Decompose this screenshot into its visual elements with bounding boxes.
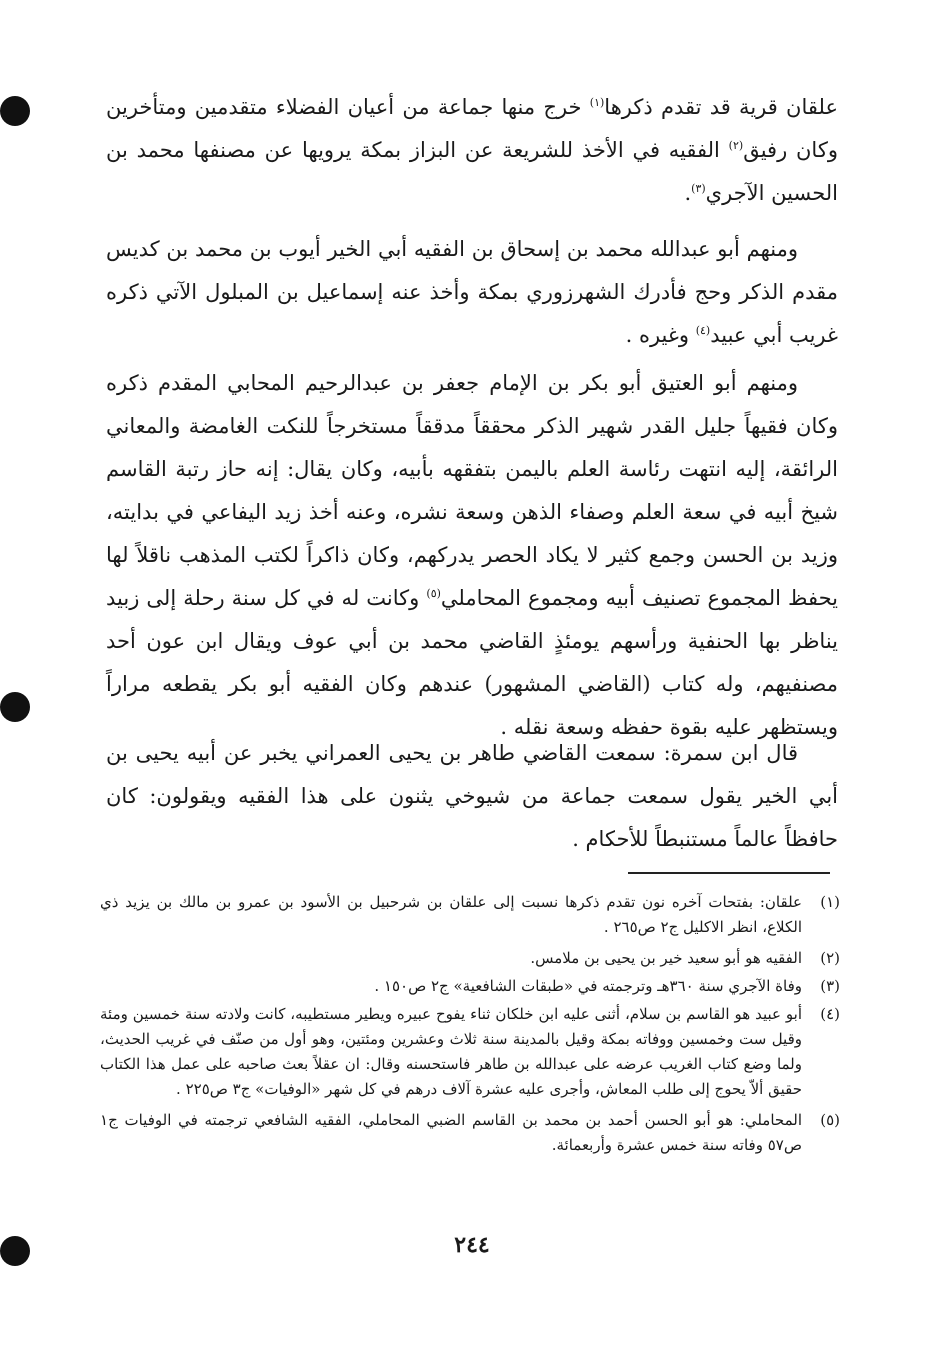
footnote-4 — [100, 1002, 840, 1102]
paragraph-text: الفقيه في الأخذ للشريعة عن البزاز بمكة يرويها عن مصنفها محمد بن الحسين الآجري — [106, 138, 838, 205]
footnote-text: علقان: بفتحات آخره نون تقدم ذكرها نسبت إلى علقان بن شرحبيل بن الأسود بن عمرو بن مالك بن يزيد ذي الكلاع، انظر الاكليل ج٢ ص٢٦٥ . — [100, 893, 802, 936]
footnote-5 — [100, 1108, 840, 1158]
paragraph-text: وكانت له في كل سنة رحلة إلى زبيد يناظر بها الحنفية ورأسهم يومئذٍ القاضي محمد بن أبي عوف ويقال ابن عون أحد مصنفيهم، وله كتاب (القاضي المشهور) عندهم وكان الفقيه أبو بكر يقطعه مراراً ويستظهر عليه بقوة حفظه وسعة نقله . — [106, 586, 838, 739]
footnote-separator — [628, 872, 830, 874]
paragraph-alqan — [106, 86, 838, 215]
page-number: ٢٤٤ — [454, 1232, 490, 1258]
footnote-text: المحاملي: هو أبو الحسن أحمد بن محمد بن القاسم الضبي المحاملي، الفقيه الشافعي ترجمته في الوفيات ج١ ص٥٧ وفاته سنة خمس عشرة وأربعمائة. — [100, 1111, 802, 1154]
binding-hole-top — [0, 96, 30, 126]
footnote-text: الفقيه هو أبو سعيد خير بن يحيى بن ملامس. — [530, 949, 802, 967]
footnote-number: (١) — [820, 893, 840, 911]
footnote-ref-5[interactable]: (٥) — [426, 587, 441, 600]
footnote-number: (٤) — [820, 1005, 840, 1023]
paragraph-abu-abdullah — [106, 228, 838, 357]
paragraph-text: خرج منها جماعة من أعيان الفضلاء متقدمين ومتأخرين وكان رفيق — [106, 95, 838, 162]
paragraph-text: قال ابن سمرة: سمعت القاضي طاهر بن يحيى العمراني يخبر عن أبيه يحيى بن أبي الخير يقول سمعت جماعة من شيوخي يثنون على هذا الفقيه ويقولون: كان حافظاً عالماً مستنبطاً للأحكام . — [106, 741, 838, 851]
footnote-ref-3[interactable]: (٣) — [691, 182, 706, 195]
paragraph-ibn-samura — [106, 732, 838, 861]
footnote-ref-4[interactable]: (٤) — [695, 324, 711, 337]
binding-hole-middle — [0, 692, 30, 722]
footnote-number: (٥) — [820, 1111, 840, 1129]
footnote-ref-2[interactable]: (٢) — [728, 139, 744, 152]
footnote-text: أبو عبيد هو القاسم بن سلام، أثنى عليه ابن خلكان ثناء يفوح عبيره ويطير مستطيبه، كانت ولادته سنة خمسين ومئة وقيل ست وخمسين ووفاته بمكة وقيل بالمدينة سنة ثلاث وعشرين ومئتين، وهو أول من صنّف في غريب الحديث، ولما وضع كتاب الغريب عرضه على عبدالله بن طاهر فاستحسنه وقال: ان عقلاً بعث صاحبه على عمل هذا الكتاب حقيق ألاّ يحوج إلى طلب المعاش، وأجرى عليه عشرة آلاف درهم في كل شهر «الوفيات» ج٣ ص٢٢٥ . — [100, 1005, 802, 1098]
footnote-number: (٣) — [820, 977, 840, 995]
paragraph-text: ومنهم أبو عبدالله محمد بن إسحاق بن الفقيه أبي الخير أيوب بن محمد بن كديس مقدم الذكر وحج فأدرك الشهرزوري بمكة وأخذ عنه إسماعيل بن المبلول الآتي ذكره غريب أبي عبيد — [106, 237, 838, 347]
footnote-1 — [100, 890, 840, 940]
paragraph-text: ومنهم أبو العتيق أبو بكر بن الإمام جعفر بن عبدالرحيم المحابي المقدم ذكره وكان فقيهاً جليل القدر شهير الذكر محققاً مدققاً مستخرجاً للنكت الغامضة والمعاني الرائقة، إليه انتهت رئاسة العلم باليمن بتفقهه بأبيه، وكان يقال: إنه حاز رتبة القاسم شيخ أبيه في سعة العلم وصفاء الذهن وسعة نشره، وعنه أخذ زيد اليفاعي في بدايته، وزيد بن الحسن وجمع كثير لا يكاد الحصر يدركهم، وكان ذاكراً لكتب المذهب ناقلاً لها يحفظ المجموع تصنيف أبيه ومجموع المحاملي — [106, 371, 838, 610]
paragraph-text: . — [684, 181, 692, 205]
footnote-ref-1[interactable]: (١) — [589, 96, 605, 109]
paragraph-text: وغيره . — [625, 323, 689, 347]
footnote-2 — [100, 946, 840, 971]
footnotes — [100, 890, 840, 1158]
footnote-number: (٢) — [820, 949, 840, 967]
footnote-text: وفاة الآجري سنة ٣٦٠هـ وترجمته في «طبقات الشافعية» ج٢ ص١٥٠ . — [374, 977, 802, 995]
paragraph-abu-al-atiq — [106, 362, 838, 749]
paragraph-text: علقان قرية قد تقدم ذكرها — [604, 95, 838, 119]
footnote-3 — [100, 974, 840, 999]
